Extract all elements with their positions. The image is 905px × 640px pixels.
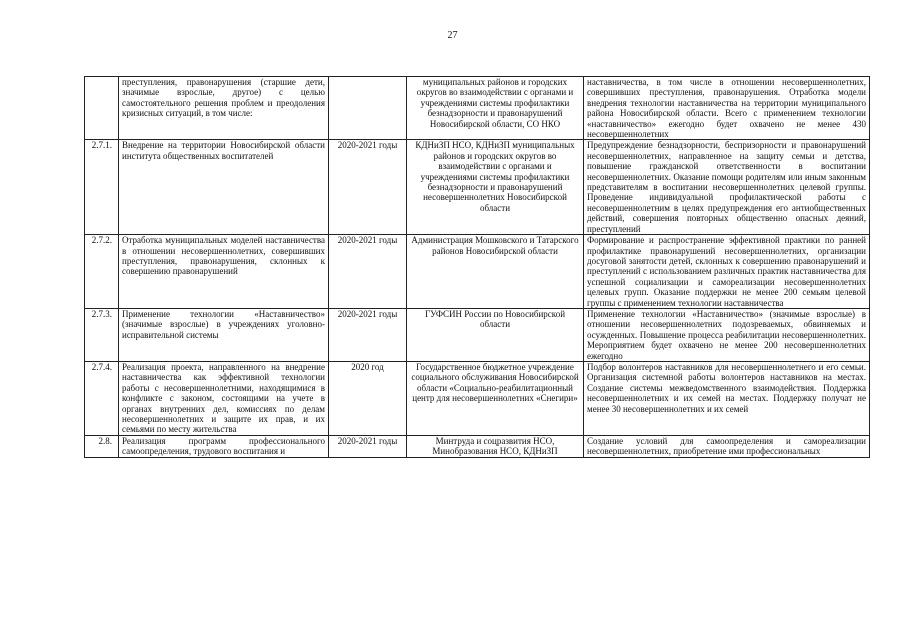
item-number: 2.7.4. <box>85 361 119 435</box>
table-row <box>85 235 870 309</box>
responsible-executor: Администрация Мошковского и Татарского районов Новосибирской области <box>407 235 584 309</box>
table-row <box>85 435 870 457</box>
implementation-term: 2020-2021 годы <box>329 435 407 457</box>
item-number: 2.8. <box>85 435 119 457</box>
item-number <box>85 77 119 140</box>
responsible-executor: ГУФСИН России по Новосибирской области <box>407 308 584 361</box>
page-number: 27 <box>447 30 458 41</box>
implementation-term: 2020 год <box>329 361 407 435</box>
measure-name: Реализация проекта, направленного на внедрение наставничества как эффективной технологии работы с несовершеннолетними, находящимися в конфликте с законом, состоящими на учете в органах внутренних дел, комиссиях по делам несовершеннолетних и защите их прав, и их семьями по месту жительства <box>119 361 329 435</box>
table-row <box>85 361 870 435</box>
implementation-term: 2020-2021 годы <box>329 140 407 235</box>
expected-result: Применение технологии «Наставничество» (значимые взрослые) в отношении несовершеннолетних подозреваемых, обвиняемых и осужденных. Повышение процесса реабилитации несовершеннолетних. Мероприятием будет охвачено не менее 200 несовершеннолетних ежегодно <box>584 308 870 361</box>
item-number: 2.7.2. <box>85 235 119 309</box>
item-number: 2.7.3. <box>85 308 119 361</box>
responsible-executor: Государственное бюджетное учреждение социального обслуживания Новосибирской области «Социально-реабилитационный центр для несовершеннолетних «Снегири» <box>407 361 584 435</box>
expected-result: наставничества, в том числе в отношении несовершеннолетних, совершивших преступления, правонарушения. Отработка модели внедрения технологии наставничества на территории муниципального района Новосибирской области. Всего с применением технологии «наставничество» ежегодно будет охвачено не менее 430 несовершеннолетних <box>584 77 870 140</box>
implementation-term: 2020-2021 годы <box>329 235 407 309</box>
table-row <box>85 77 870 140</box>
measure-name: Внедрение на территории Новосибирской области института общественных воспитателей <box>119 140 329 235</box>
expected-result: Создание условий для самоопределения и самореализации несовершеннолетних, приобретение ими профессиональных <box>584 435 870 457</box>
measure-name: преступления, правонарушения (старшие дети, значимые взрослые, другое) с целью самостоятельного решения проблем и преодоления кризисных ситуаций, в том числе: <box>119 77 329 140</box>
item-number: 2.7.1. <box>85 140 119 235</box>
table-row <box>85 308 870 361</box>
expected-result: Предупреждение безнадзорности, беспризорности и правонарушений несовершеннолетних, направленное на защиту семьи и детства, повышение гражданской ответственности в воспитании несовершеннолетних. Оказание помощи родителям или иным законным представителям в воспитании несовершеннолетних целевой группы. Проведение индивидуальной профилактической работы с несовершеннолетним в целях предупреждения его антиобщественных действий, совершения повторных общественно опасных деяний, преступлений <box>584 140 870 235</box>
implementation-term <box>329 77 407 140</box>
measure-name: Применение технологии «Наставничество» (значимые взрослые) в учреждениях уголовно-исправительной системы <box>119 308 329 361</box>
responsible-executor: муниципальных районов и городских округов во взаимодействии с органами и учреждениями системы профилактики безнадзорности и правонарушений Новосибирской области, СО НКО <box>407 77 584 140</box>
implementation-term: 2020-2021 годы <box>329 308 407 361</box>
measure-name: Реализация программ профессионального самоопределения, трудового воспитания и <box>119 435 329 457</box>
responsible-executor: КДНиЗП НСО, КДНиЗП муниципальных районов и городских округов во взаимодействии с органами и учреждениями системы профилактики безнадзорности и правонарушений несовершеннолетних Новосибирской области <box>407 140 584 235</box>
expected-result: Формирование и распространение эффективной практики по ранней профилактике правонарушений несовершеннолетних, организации досуговой занятости детей, склонных к совершению правонарушений и преступлений с использованием различных практик наставничества для успешной социализации и самореализации несовершеннолетних целевых групп. Оказание поддержки не менее 200 семьям целевой группы с применением технологии наставничества <box>584 235 870 309</box>
measure-name: Отработка муниципальных моделей наставничества в отношении несовершеннолетних, совершивших преступления, правонарушения, склонных к совершению правонарушений <box>119 235 329 309</box>
measures-table <box>84 76 870 458</box>
responsible-executor: Минтруда и соцразвития НСО, Минобразования НСО, КДНиЗП <box>407 435 584 457</box>
table-row <box>85 140 870 235</box>
expected-result: Подбор волонтеров наставников для несовершеннолетнего и его семьи. Организация системной работы волонтеров наставников на местах. Создание системы межведомственного взаимодействия. Поддержка несовершеннолетних и их семей на местах. Поддержку получат не менее 30 несовершеннолетних и их семей <box>584 361 870 435</box>
